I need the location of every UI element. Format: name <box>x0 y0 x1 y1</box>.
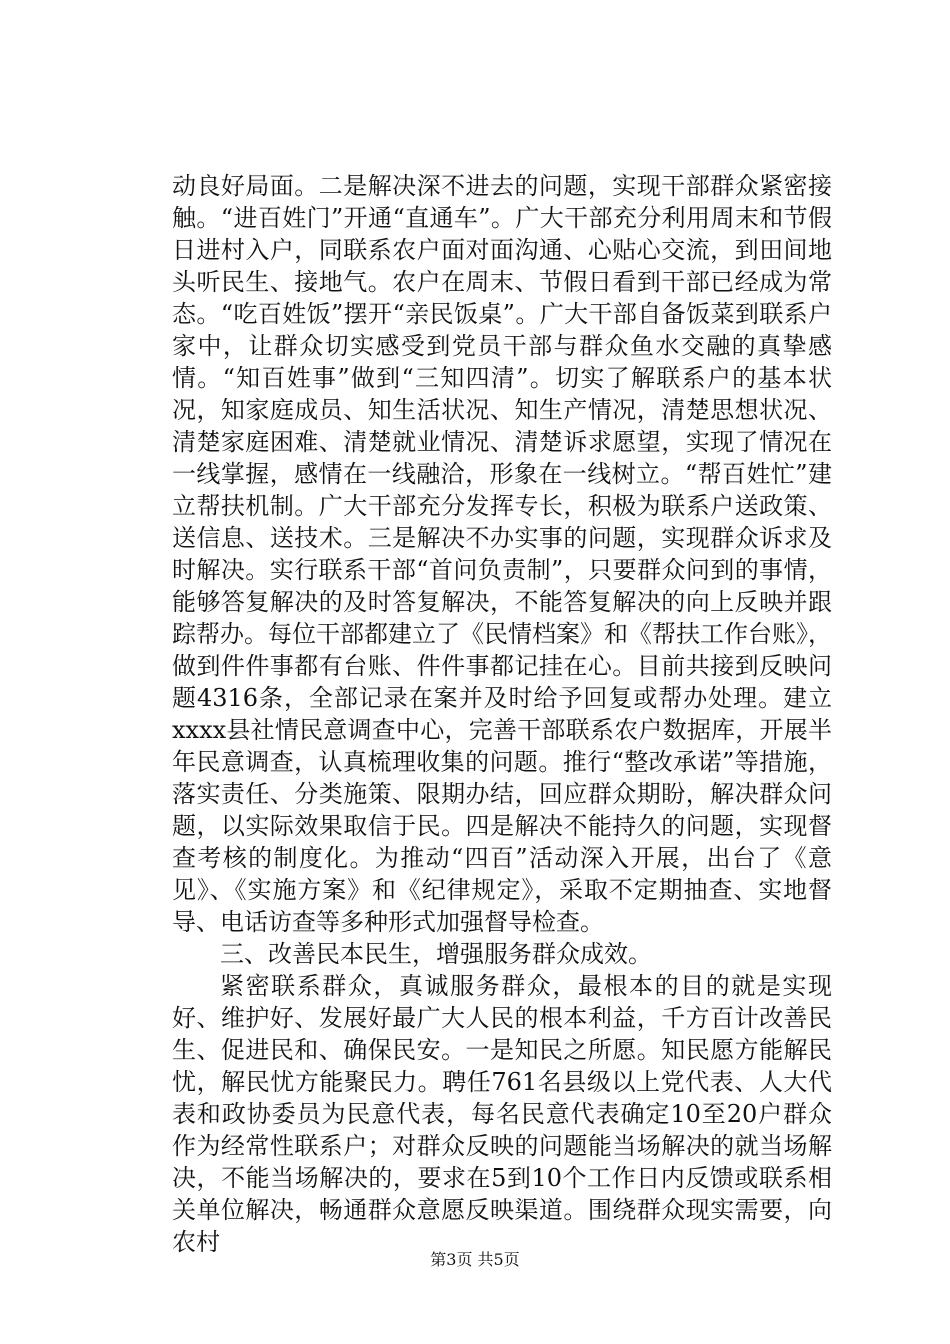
paragraph: 紧密联系群众，真诚服务群众，最根本的目的就是实现好、维护好、发展好最广大人民的根本利益，千方百计改善民生、促进民和、确保民安。一是知民之所愿。知民愿方能解民忧，解民忧方能聚民力。聘任761名县级以上党代表、人大代表和政协委员为民意代表，每名民意代表确定10至20户群众作为经常性联系户；对群众反映的问题能当场解决的就当场解决，不能当场解决的，要求在5到10个工作日内反馈或联系相关单位解决，畅通群众意愿反映渠道。围绕群众现实需要，向农村 <box>172 972 832 1256</box>
paragraph-continued: 动良好局面。二是解决深不进去的问题，实现干部群众紧密接触。“进百姓门”开通“直通车”。广大干部充分利用周末和节假日进村入户，同联系农户面对面沟通、心贴心交流，到田间地头听民生、接地气。农户在周末、节假日看到干部已经成为常态。“吃百姓饭”摆开“亲民饭桌”。广大干部自备饭菜到联系户家中，让群众切实感受到党员干部与群众鱼水交融的真挚感情。“知百姓事”做到“三知四清”。切实了解联系户的基本状况，知家庭成员、知生活状况、知生产情况，清楚思想状况、清楚家庭困难、清楚就业情况、清楚诉求愿望，实现了情况在一线掌握，感情在一线融洽，形象在一线树立。“帮百姓忙”建立帮扶机制。广大干部充分发挥专长，积极为联系户送政策、送信息、送技术。三是解决不办实事的问题，实现群众诉求及时解决。实行联系干部“首问负责制”，只要群众问到的事情，能够答复解决的及时答复解决，不能答复解决的向上反映并跟踪帮办。每位干部都建立了《民情档案》和《帮扶工作台账》，做到件件事都有台账、件件事都记挂在心。目前共接到反映问题4316条，全部记录在案并及时给予回复或帮办处理。建立xxxx县社情民意调查中心，完善干部联系农户数据库，开展半年民意调查，认真梳理收集的问题。推行“整改承诺”等措施，落实责任、分类施策、限期办结，回应群众期盼，解决群众问题，以实际效果取信于民。四是解决不能持久的问题，实现督查考核的制度化。为推动“四百”活动深入开展，出台了《意见》、《实施方案》和《纪律规定》，采取不定期抽查、实地督导、电话访查等多种形式加强督导检查。 <box>172 172 832 936</box>
page-footer <box>0 1250 950 1270</box>
document-body <box>172 170 832 1258</box>
section-heading: 三、改善民本民生，增强服务群众成效。 <box>220 940 652 968</box>
page-number: 第3页 共5页 <box>430 1250 520 1269</box>
